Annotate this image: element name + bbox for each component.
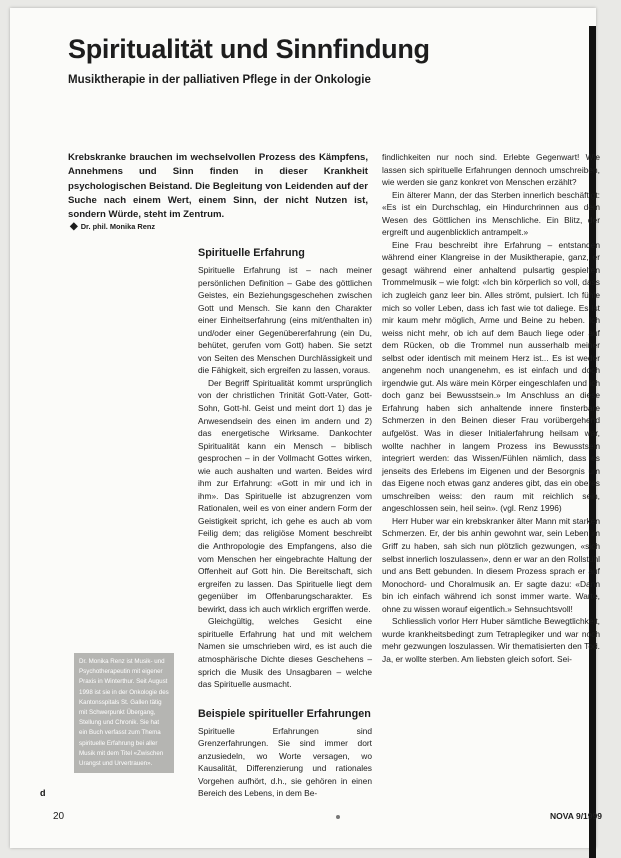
text-column-1 xyxy=(198,246,372,800)
text-column-2 xyxy=(382,151,600,665)
article-title: Spiritualität und Sinnfindung xyxy=(68,34,430,64)
author-name: Dr. phil. Monika Renz xyxy=(80,222,156,231)
magazine-page xyxy=(10,8,602,848)
article-subtitle: Musiktherapie in der palliativen Pflege in der Onkologie xyxy=(68,74,371,86)
author-line xyxy=(70,221,155,232)
body-paragraph: Spirituelle Erfahrungen sind Grenzerfahrungen. Sie sind immer dort anzusiedeln, wo Worte versagen, wo Kausalität, Differenzierung und rationales Vorgehen aufhört, d.h., sie gehören in einen Bereich des Lebens, in dem Be- xyxy=(198,725,372,799)
section-heading-examples: Beispiele spiritueller Erfahrungen xyxy=(198,707,371,720)
footer-dot xyxy=(336,815,340,819)
body-paragraph: Spirituelle Erfahrung ist – nach meiner persönlichen Definition – Gabe des göttlichen Geistes, ein Beziehungsgeschehen zwischen Gott und Mensch. Sie kann den Charakter einer Einheitserfahrung (eins mit/enthalten in) und/oder einer Gegenübererfahrung (ein Du, behütet, gerufen vom Gott) haben. Sie setzt von Seiten des Menschen Durchlässigkeit und die Fähigkeit, sich ergreifen zu lassen, voraus. xyxy=(198,265,372,376)
page-number: 20 xyxy=(53,811,65,822)
body-paragraph: Ein älterer Mann, der das Sterben innerlich beschäftigt: «Es ist ein Durchschlag, ein Hindurchrinnen aus dem Wesen des Göttlichen ins Menschliche. Ein Blitz, der ergreift und augenblicklich antrampelt.» xyxy=(382,189,600,238)
body-paragraph: Herr Huber war ein krebskranker älter Mann mit starken Schmerzen. Er, der bis anhin gewohnt war, sein Leben im Griff zu haben, sah sich nun plötzlich gezwungen, «sich selbst innerlich loszulassen», denn er war an den Rollstuhl und ans Bett gebunden. In diesem Prozess sprach er auf Monochord- und Choralmusik an. Er sagte dazu: «Dann bin ich einfach während ich sonst immer warte. Warte, ohne zu wissen worauf eigentlich.» Sehnsuchtsvoll! xyxy=(382,515,600,614)
body-paragraph: findlichkeiten nur noch sind. Erlebte Gegenwart! Wie lassen sich spirituelle Erfahrungen dennoch umschreiben, wie werden sie ganz konkret von Menschen erzählt? xyxy=(382,152,600,188)
body-paragraph: Gleichgültig, welches Gesicht eine spirituelle Erfahrung hat und mit welchem Namen sie umschrieben wird, es ist auch die atmosphärische Dichte dieses Geschehens – sprich die Musik des Unsagbaren – welche das Spirituelle ausmacht. xyxy=(198,616,372,690)
body-paragraph: Schliesslich vorlor Herr Huber sämtliche Bewegtlichkeit, wurde krankheitsbedingt zum Tetraplegiker und war noch mehr gezwungen loszulassen. Wir thematisierten den Tod. Ja, er wollte sterben. Am liebsten gleich sofort. Sei- xyxy=(382,616,600,664)
publisher-logo: d xyxy=(40,788,46,798)
diamond-icon: ◆ xyxy=(70,221,78,232)
body-paragraph: Eine Frau beschreibt ihre Erfahrung – entstanden während einer Klangreise in der Musiktherapie, ganz, er gesagt während einer anhaltend pulsartig gespielten Trommelmusik – wie folgt: «Ich bin körperlich so voll, dass ich zugleich ganz leer bin. Alles strömt, pulsiert. Ich fühle mich so voller Leben, dass ich fast wie tot daliege. Es ist mir kaum mehr möglich, Arme und Beine zu heben. Ich weiss nicht mehr, ob ich auf dem Bauch liege oder auf dem Rücken, ob die Trommel nun ausserhalb meiner selbst oder identisch mit meinem Herz ist... Es ist weder angenehm noch unangenehm, es ist einfach und doch irgendwie gut. Als wäre mein Körper eingeschlafen und ich doch ganz bei Bewusstsein.» Im Anschluss an diese Erfahrung haben sich anhaltende innere finsterbare Schmerzen in den Beinen dieser Frau vorübergehend aufgelöst. Was in dieser Initialerfahrung heilsam war, wollte nachher in langem Prozess ins Bewusstsein integriert werden: das Wissen/Fühlen nämlich, dass es jenseits des Erlebens im Eigenen und der Besorgnis um das Eigene noch etwas ganz anderes gibt, das ein oberes umschreiben weiss: den raum mit reichlich sein, angeschlossen sein, heil sein». (vgl. Renz 1996) xyxy=(382,239,600,514)
body-paragraph: Der Begriff Spiritualität kommt ursprünglich von der christlichen Trinität Gott-Vater, Gott-Sohn, Gott-hl. Geist und meint dort 1) das je Anwesendsein des einen im andern und 2) das energetische Wirksame. Dankochter Spiritualität kann ein Mensch – biblisch gesprochen – in der Vollmacht Gottes wirken, wie auch aushalten und warten. Beides wird ihm zur Erfahrung: «Gott in mir und ich in ihm». Das Spirituelle ist abzugrenzen vom Rationalen, weil es von einer andern Form der Geistigkeit spricht, ich gehe es auch ab vom Feilig dem; das religiöse Moment beschreibt die Anthropologie des Empfangens, also die vom Menschen her eingebrachte Haltung der Offenheit auf Gott hin. Die Bereitschaft, sich ergreifen zu lassen. Das Spirituelle liegt dem gegenüber im Offenbarungscharakter. Es bewirkt, dass ich auch wirklich ergriffen werde. xyxy=(198,377,372,614)
journal-name: NOVA 9/1999 xyxy=(550,811,602,821)
author-bio-box: Dr. Monika Renz ist Musik- und Psychotherapeutin mit eigener Praxis in Winterthur. Seit August 1998 ist sie in der Onkologie des Kantonsspitals St. Gallen tätig mit Schwerpunkt Übergang, Stellung und Chronik. Sie hat ein Buch verfasst zum Thema spirituelle Erfahrung bei aller Musik mit dem Titel «Zwischen Urangst und Urvertrauen». xyxy=(74,653,174,773)
section-heading-spiritual-experience: Spirituelle Erfahrung xyxy=(198,247,305,259)
article-lead: Krebskranke brauchen im wechselvollen Prozess des Kämpfens, Annehmens und Sinn finden in dieser Krankheit psychologischen Beistand. Die Begleitung von Leidenden auf der Suche nach einem Wert, einem Sinn, der nicht Nutzen ist, sondern Würde, steht im Zentrum. xyxy=(68,152,368,221)
